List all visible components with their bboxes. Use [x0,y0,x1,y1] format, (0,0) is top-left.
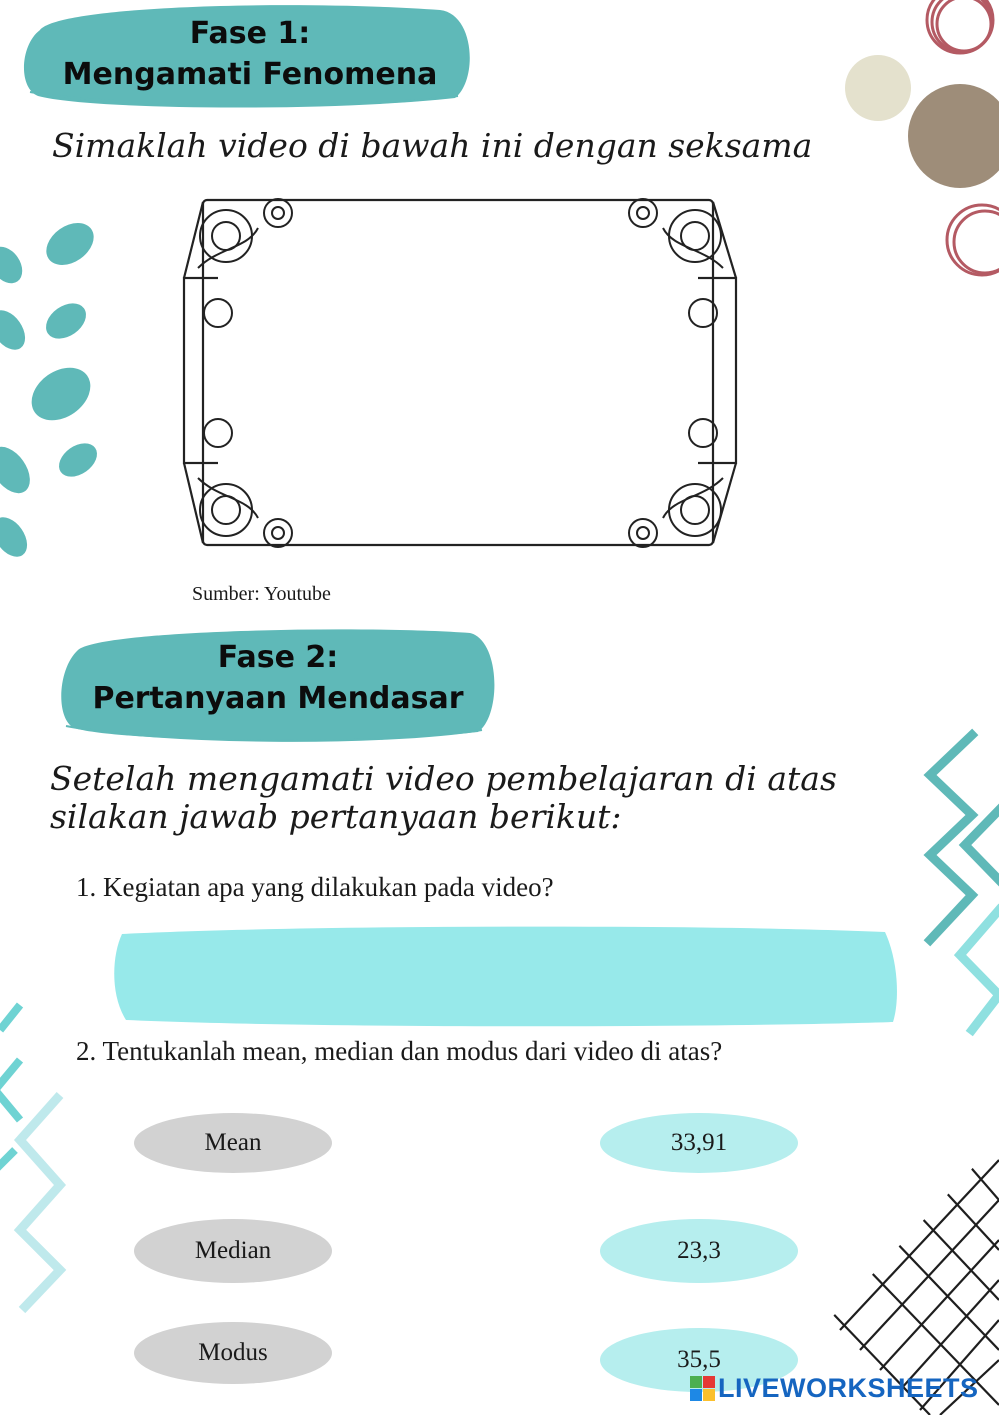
red-ring-top [927,0,993,53]
source-caption: Sumber: Youtube [192,583,331,605]
modus-label-pill [134,1322,332,1384]
mean-label-pill [134,1113,332,1173]
mean-label: Mean [204,1129,262,1156]
phase1-line1: Fase 1: [189,16,311,51]
watermark-text: LIVEWORKSHEETS [718,1373,979,1403]
red-ring-mid [947,205,999,275]
answer-field-1[interactable] [118,930,893,1022]
mean-value-field[interactable] [600,1113,798,1173]
median-value-field[interactable] [600,1219,798,1283]
instruction-text: Simaklah video di bawah ini dengan seksama [52,126,813,165]
liveworksheets-watermark [690,1373,979,1404]
phase1-line2: Mengamati Fenomena [62,56,438,92]
prompt-text: Setelah mengamati video pembelajaran di atas silakan jawab pertanyaan berikut: [50,759,837,836]
modus-label: Modus [198,1339,268,1366]
median-label: Median [194,1237,272,1264]
modus-value: 35,5 [677,1346,721,1373]
phase2-header [78,638,478,719]
right-zigzag [930,735,999,1030]
mean-value: 33,91 [670,1129,728,1156]
question-1: 1. Kegiatan apa yang dilakukan pada video? [76,872,554,902]
question-2: 2. Tentukanlah mean, median dan modus dari video di atas? [76,1036,723,1066]
taupe-dot [908,84,999,188]
phase2-line1: Fase 2: [217,640,339,675]
phase1-header [40,14,460,95]
beige-dot [845,55,911,121]
video-frame[interactable] [178,188,743,558]
left-zigzag [0,1005,60,1310]
median-label-pill [134,1219,332,1283]
liveworksheets-logo-icon [690,1376,716,1402]
teal-ovals [0,214,103,563]
median-value: 23,3 [677,1237,721,1264]
phase2-line2: Pertanyaan Mendasar [92,680,464,716]
